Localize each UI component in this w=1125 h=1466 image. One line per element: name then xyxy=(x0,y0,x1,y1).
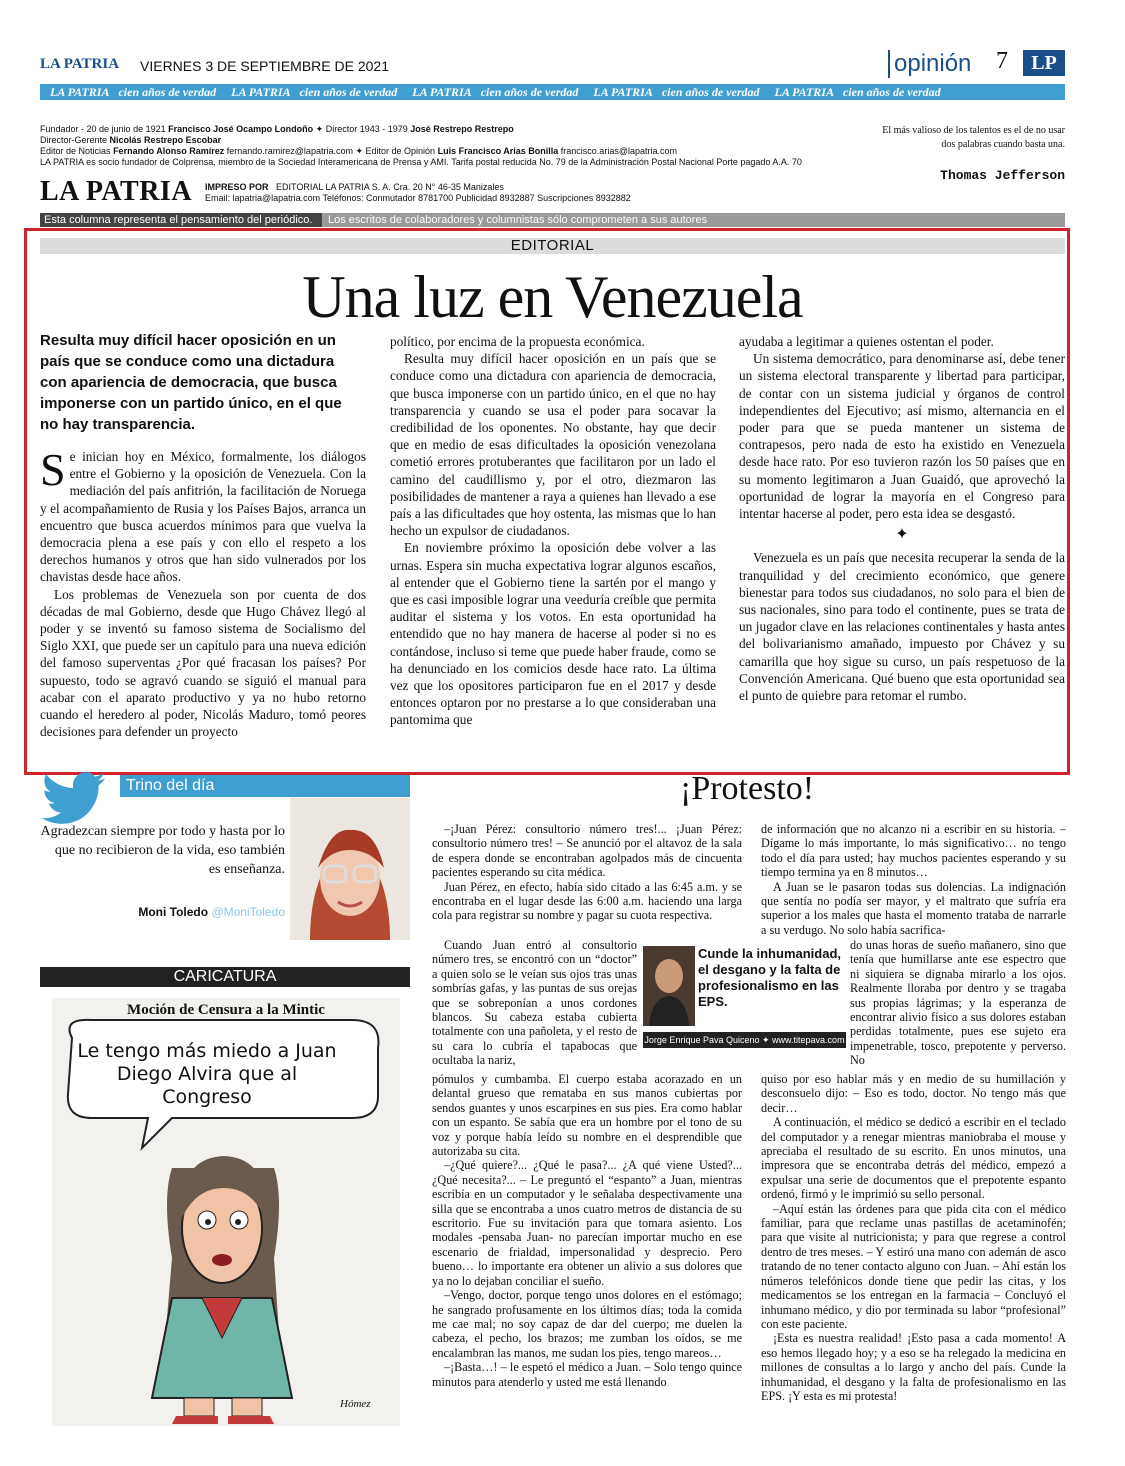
paragraph: Los problemas de Venezuela son por cuenta de dos décadas de mal Gobierno, desde que Hugo Chávez llegó al poder y se inventó su famoso sistema de Socialismo del Siglo XXI, que puede ser un capítulo para una nueva edición del famoso superventas ¿Por qué fracasan los países? Por supuesto, todo se agravó cuando se siguió el manual para acabar con el aparato productivo y ya no hubo retorno cuando el heredero al poder, Nicolás Maduro, tomó peores decisiones para defender un proyecto xyxy=(40,586,366,740)
credit-text: Director-Gerente xyxy=(40,135,108,145)
cartoon-signature: Hómez xyxy=(340,1398,371,1410)
column-text-1b xyxy=(432,938,637,1068)
cartoon-label: CARICATURA xyxy=(40,967,410,987)
credit-email: fernando.ramirez@lapatria.com xyxy=(226,146,353,156)
ribbon-item: LA PATRIA xyxy=(412,85,472,99)
credit-text: Editor de Noticias xyxy=(40,146,111,156)
credit-name: José Restrepo Restrepo xyxy=(410,124,514,134)
lp-logo: LP xyxy=(1023,50,1065,76)
paragraph: Cuando Juan entró al consultorio número tres, se encontró con un “doctor” a quien solo se le veían sus ojos tras unas sombrías gafas, y las puntas de sus orejas que se sobreponían a unos cordones blancos. Su cabeza estaba cubierta totalmente con una pañoleta, y el resto de su cara lo cubría el tapabocas que ocultaba la nariz, xyxy=(432,938,637,1068)
column-text-2c xyxy=(761,1072,1066,1403)
imprint-logo: LA PATRIA xyxy=(40,176,193,207)
disclaimer-right: Los escritos de colaboradores y columnistas sólo comprometen a sus autores xyxy=(328,214,708,226)
paragraph: –Vengo, doctor, porque tengo unos dolores en el estómago; he sangrado profusamente en los últimos días; toda la comida me cae mal; no soy capaz de dar del cuerpo; me duelen la cabeza, el pecho, los brazos; me zumban los oídos, se me encalambran las manos, me sudan los pies, tengo mareos… xyxy=(432,1288,742,1360)
daily-quote: El más valioso de los talentos es el de no usar dos palabras cuando basta una. xyxy=(882,125,1065,150)
columnist-name: Jorge Enrique Pava Quiceno ✦ www.titepava.com xyxy=(643,1032,846,1048)
ribbon-slogan: cien años de verdad xyxy=(299,85,398,99)
editorial-column-3 xyxy=(739,333,1065,704)
drop-cap: S xyxy=(40,444,66,495)
pull-quote: Cunde la inhumanidad, el desgano y la falta de profesionalismo en las EPS. xyxy=(698,946,842,1009)
ribbon-slogan: cien años de verdad xyxy=(480,85,579,99)
quote-author: Thomas Jefferson xyxy=(940,168,1065,183)
tweet-author-name: Moni Toledo xyxy=(138,905,209,919)
credit-text: Fundador - 20 de junio de 1921 xyxy=(40,124,166,134)
staff-credits: Fundador - 20 de junio de 1921 Francisco José Ocampo Londoño ✦ Director 1943 - 1979 José Restrepo Restrepo Director-Gerente Nicolás Restrepo Escobar Editor de Noticias Fernando Alonso Ramírez fernando.ramirez@lapatria.com ✦ Editor de Opinión Luis Francisco Arias Bonilla francisco.arias@lapatria.com LA PATRIA es socio fundador de Colprensa, miembro de la Sociedad Interamericana de Prensa y AMI. Tarifa postal reducida No. 79 de la Administración Postal Nacional Porte pagado A.A. 70 xyxy=(40,124,850,168)
masthead-logo: LA PATRIA xyxy=(40,56,120,72)
credit-text: Director 1943 - 1979 xyxy=(325,124,408,134)
paragraph: político, por encima de la propuesta económica. xyxy=(390,334,645,349)
credit-text: LA PATRIA es socio fundador de Colprensa, miembro de la Sociedad Interamericana de Prensa y AMI. Tarifa postal reducida No. 79 de la Administración Postal Nacional Porte pagado A.A. 70 xyxy=(40,157,802,167)
paragraph: pómulos y cumbamba. El cuerpo estaba acorazado en un delantal grueso que remataba en sus manos cubiertas por sendos guantes y unos escarpines en sus pies. Era como hablar con un espanto. Se sabía que era un hombre por el tono de su voz y porque había leído su nombre en el desprendible que autorizaba su cita. xyxy=(432,1072,742,1159)
ribbon-slogan: cien años de verdad xyxy=(842,85,941,99)
imprint-address: EDITORIAL LA PATRIA S. A. Cra. 20 N° 46-35 Manizales xyxy=(276,182,504,192)
columnist-photo xyxy=(643,946,695,1026)
credit-email: francisco.arias@lapatria.com xyxy=(560,146,677,156)
tweet-text: Agradezcan siempre por todo y hasta por lo que no recibieron de la vida, eso también es enseñanza. xyxy=(40,824,285,877)
ribbon-item: LA PATRIA xyxy=(50,85,110,99)
ribbon-slogan: cien años de verdad xyxy=(661,85,760,99)
slogan-ribbon xyxy=(40,84,1065,100)
masthead-date: VIERNES 3 DE SEPTIEMBRE DE 2021 xyxy=(140,58,389,74)
author-photo xyxy=(290,798,410,940)
imprint-contact: Email: lapatria@lapatria.com Teléfonos: Conmutador 8781700 Publicidad 8932887 Suscripciones 8932882 xyxy=(205,193,631,203)
ribbon-item: LA PATRIA xyxy=(231,85,291,99)
paragraph: e inician hoy en México, formalmente, los diálogos entre el Gobierno y la oposición de Venezuela. Con la mediación del país anfitrión, la facilitación de Noruega y el acompañamiento de Rusia y los Países Bajos, arranca un encuentro que busca acuerdos mínimos para que vuelva la democracia plena a ese país y con ello el respeto a los derechos humanos y otros que han sido vulnerados por los chavistas desde hace años. xyxy=(40,449,366,585)
paragraph: –¡Juan Pérez: consultorio número tres!... ¡Juan Pérez: consultorio número tres! – Se anunció por el altavoz de la sala de espera donde se encontraban agolpados más de cincuenta pacientes esperando su cita médica. xyxy=(432,822,742,880)
paragraph: do unas horas de sueño mañanero, sino que tenía que humillarse ante ese espectro que ni siquiera se dignaba mirarlo a los ojos. Realmente lloraba por dentro y se tragaba sus propias lágrimas; y la esperanza de encontrar alivio físico a sus dolores estaban perdidas totalmente, pues ese sujeto era impenetrable, tosco, prepotente y perverso. No xyxy=(850,938,1066,1068)
paragraph: Juan Pérez, en efecto, había sido citado a las 6:45 a.m. y se encontraba en el lugar desde las 6:00 a.m. haciendo una larga cola para registrar su nombre y pagar su cuota respectiva. xyxy=(432,879,742,923)
ribbon-slogan: cien años de verdad xyxy=(118,85,217,99)
paragraph: En noviembre próximo la oposición debe volver a las urnas. Espera sin mucha expectativa lograr algunos escaños, al entender que el Gobierno tiene la sartén por el mango y que es casi imposible lograr una veeduría creíble que permita auditar el sistema y los votos. En esta oportunidad ha entendido que no hay manera de hacerse al poder si no es contándose, incluso si teme que puede haber fraude, como se ha denunciado en los comicios desde hace rato. La última vez que los opositores participaron fue en el 2017 y desde entonces optaron por no prestarse a lo que consideraban una pantomima que xyxy=(390,540,717,728)
page-number: 7 xyxy=(996,48,1008,74)
paragraph: Un sistema democrático, para denominarse así, debe tener un sistema electoral transparente y libertad para participar, de contar con un sistema judicial y órganos de control independientes del Ejecutivo; así mismo, alternancia en el poder para que se pueda mantener un sistema de contrapesos, pero nada de esto ha existido en Venezuela desde hace rato. Por eso tuvieron razón los 50 países que en su momento legitimaron a Juan Guaidó, que aprovechó la oportunidad de lograr la mayoría en el Congreso para intentar hacerse al poder, pero esta idea se desgastó. xyxy=(739,351,1065,522)
credit-name: Luis Francisco Arias Bonilla xyxy=(437,146,559,156)
paragraph: ayudaba a legitimar a quienes ostentan el poder. xyxy=(739,334,994,349)
column-title: ¡Protesto! xyxy=(680,770,815,807)
editorial-lead: Resulta muy difícil hacer oposición en un país que se conduce como una dictadura con apariencia de democracia, que busca imponerse con un partido único, en el que no hay transparencia. xyxy=(40,332,342,433)
paragraph: –Aquí están las órdenes para que pida cita con el médico familiar, para que reclame unas pastillas de acetaminofén; para que visite al nutricionista; y para que regrese a control dentro de tres meses. – Y estiró una mano con ademán de asco tratando de no tener contacto alguno con Juan. – Ahí están los números telefónicos donde tiene que pedir las citas, y los medicamentos se los entregan en la farmacia – Concluyó el inhumano médico, y dio por terminada su labor “profesional” con este paciente. xyxy=(761,1201,1066,1331)
editorial-column-1 xyxy=(40,444,366,740)
paragraph: –¿Qué quiere?... ¿Qué le pasa?... ¿A qué viene Usted?... ¿Qué necesita?... – Le preguntó el “espanto” a Juan, mientras escribía en un computador y le señalaba despectivamente una silla que se encontraba a unos cuatro metros de distancia de su escritorio. Fue su invitación para que tomara asiento. Los modales -pensaba Juan- no parecían importar mucho en ese escenario de frialdad, impersonalidad y desprecio. Pero bueno… lo importante era obtener un alivio a sus dolores que ya no lo dejaban conciliar el sueño. xyxy=(432,1158,742,1288)
paragraph: Resulta muy difícil hacer oposición en un país que se conduce como una dictadura con apariencia de democracia, que busca imponerse con un partido único, en el que no hay transparencia y cuando se usa el poder para socavar la credibilidad de los oponentes. No obstante, hay que decir que en medio de esas dificultades la oposición venezolana cometió errores protuberantes que facilitaron por un lado el camino del caudillismo y, por el otro, diezmaron las posibilidades de mantener a raya a quienes han llevado a ese país a las dificultades que hoy ostenta, las mismas que lo han hecho un expulsor de ciudadanos. xyxy=(390,351,716,539)
ribbon-item: LA PATRIA xyxy=(593,85,653,99)
section-label: opinión xyxy=(888,50,971,78)
paragraph: Venezuela es un país que necesita recuperar la senda de la tranquilidad y del crecimiento económico, que genere bienestar para todos sus ciudadanos, no solo para el bien de sus nacionales, sino para todo el continente, pues se trata de un jugador clave en las relaciones continentales y hasta antes del bolivarianismo amañado, impuesto por Chávez y su camarilla que hoy sigue su curso, un país respetuoso de la Convención Americana. Qué bueno que esta oportunidad sea el punto de quiebre para retomar el rumbo. xyxy=(739,550,1065,704)
paragraph: ¡Esta es nuestra realidad! ¡Esto pasa a cada momento! A eso hemos llegado hoy; y a eso se ha relegado la medicina en millones de consultas a lo largo y ancho del país. Cunde la inhumanidad, el desgano y la falta de profesionalismo en las EPS. ¡Y esta es mi protesta! xyxy=(761,1331,1066,1403)
column-text-1a xyxy=(432,822,742,923)
editorial-label: EDITORIAL xyxy=(40,238,1065,254)
cartoon-speech: Le tengo más miedo a Juan Diego Alvira que al Congreso xyxy=(77,1040,337,1108)
ribbon-item: LA PATRIA xyxy=(774,85,834,99)
editorial-headline: Una luz en Venezuela xyxy=(302,264,803,330)
tweet-handle[interactable]: @MoniToledo xyxy=(211,905,285,919)
column-text-2b xyxy=(850,938,1066,1068)
column-text-2a xyxy=(761,822,1066,937)
paragraph: A Juan se le pasaron todas sus dolencias. La indignación que sentía no podía ser mayor, y el maltrato que sufría era superior a los males que hasta el momento trataba de narrarle a su verdugo. No solo había sacrifica- xyxy=(761,879,1066,937)
cartoon-title: Moción de Censura a la Mintic xyxy=(127,1002,325,1018)
disclaimer-left: Esta columna representa el pensamiento del periódico. xyxy=(40,213,322,227)
tweet-label: Trino del día xyxy=(120,775,410,797)
credit-name: Nicolás Restrepo Escobar xyxy=(109,135,222,145)
paragraph: quiso por eso hablar más y en medio de su humillación y desconsuelo dijo: – Eso es todo, doctor. No tengo más que decir… xyxy=(761,1072,1066,1115)
editorial-column-2 xyxy=(390,333,716,729)
column-text-1c xyxy=(432,1072,742,1389)
credit-text: Editor de Opinión xyxy=(365,146,436,156)
tweet-author xyxy=(40,905,285,919)
paragraph: A continuación, el médico se dedicó a escribir en el teclado del computador y a renegar mientras maniobraba el mouse y apreciaba el resultado de su escrito. En unos minutos, una impresora que se encontraba detrás del médico, empezó a expulsar una serie de documentos que el prepotente espanto ordenó, firmó y le imprimió su sello personal. xyxy=(761,1115,1066,1202)
credit-name: Francisco José Ocampo Londoño xyxy=(168,124,314,134)
paragraph: –¡Basta…! – le espetó el médico a Juan. – Solo tengo quince minutos para atenderlo y usted me está llenando xyxy=(432,1360,742,1389)
paragraph: de información que no alcanzo ni a escribir en su historia. – Dígame lo más importante, lo más significativo… no tengo todo el día para usted; hay muchos pacientes esperando y su tiempo termina ya en 8 minutos… xyxy=(761,822,1066,880)
imprint-details xyxy=(205,182,631,204)
separator-icon: ✦ xyxy=(895,526,909,544)
credit-name: Fernando Alonso Ramírez xyxy=(113,146,225,156)
imprint-label: IMPRESO POR xyxy=(205,182,269,192)
